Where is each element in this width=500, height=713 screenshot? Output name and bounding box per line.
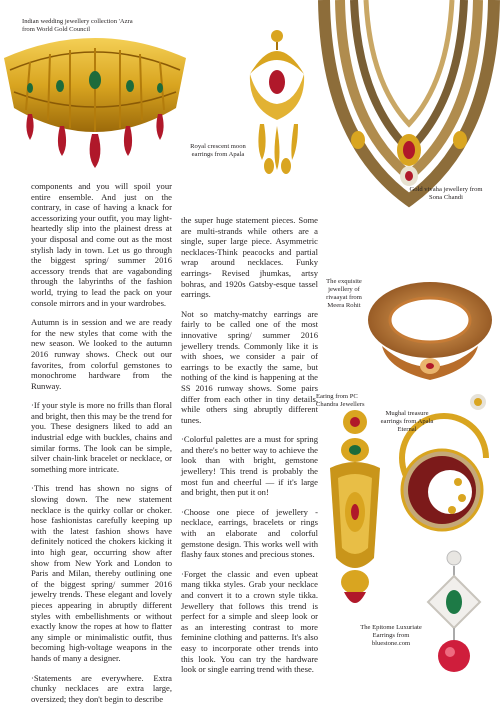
crescent-caption: Royal crescent moon earrings from Apala [190, 143, 246, 158]
crescent-earring-image [236, 28, 318, 198]
chandra-earring-image [322, 408, 388, 618]
epitome-earring-image [414, 548, 494, 688]
vivaha-caption: Gold vivaha jewellery from Sona Chandi [409, 186, 483, 201]
middle-paragraph: the super huge statement pieces. Some are multi-strands while others are a single, super large piece. Asymmetric necklaces-Think peacocks and partial wrap around necklaces. Funky earrings- Revised jhumkas, artsy bohras, and 1920s Gatsby-esque tassel earrings. [181, 215, 318, 300]
choker-caption: Indian wedding jewellery collection 'Azra from World Gold Council [22, 18, 133, 33]
epitome-caption: The Epitome Luxuriate Earrings from bluestone.com [360, 624, 422, 647]
rivaayat-caption: The exquisite jewellery of rivaayat from Meera Rohit [326, 278, 362, 309]
left-paragraph: components and you will spoil your entire ensemble. And just on the contrary, in case of having a knack for accessorizing your outfit, you may light-heartedly slip into the plainest dress at your disposal and come out as the most stylish lady in town. Let us go through the biggest spring/ summer 2016 accessory trends that are vagabonding through the labyrinths of the fashion world, trying to lead the pack on your console mirrors and in your wardrobes. [31, 181, 172, 308]
rivaayat-necklace-image [362, 270, 498, 388]
middle-paragraph: ·Forget the classic and even upbeat mang tikka styles. Grab your necklace and convert it to a crown style tikka. Jewellery that follows this trend is perfect for a simple and sleep look or as an interesting contrast to more feminine clothing and patterns. It's also easy to incorporate other trends into this look. You can try the hardware look or single earring trend with these. [181, 568, 318, 675]
mughal-caption: Mughal treasure earrings from Apala Eternal [380, 410, 434, 433]
middle-paragraph: ·Choose one piece of jewellery - necklace, earrings, bracelets or rings with an elaborate and colorful gemstone design. This works well with flashy faux stones and precious stones. [181, 506, 318, 560]
middle-text-column [181, 215, 318, 684]
left-text-column [31, 181, 172, 713]
middle-paragraph: Not so matchy-matchy earrings are fairly to be called one of the most innovative spring/ summer 2016 jewellery trends. Commonly like it is with shoes, we consider a pair of earrings to be exactly the same, but nothing of the kind is happening at the SS 2016 runway shows. Some pairs differ from each other in tiny details, while others sing abruptly different tunes. [181, 308, 318, 425]
left-paragraph: ·This trend has shown no signs of slowing down. The new statement necklace is the quirky collar or choker. hose fashionistas carefully keeping up with the latest fashion shows have definitely noticed the chokers kicking it into high gear, occurring show after show from New York and London to Paris and Milan, thereby outlining one of the biggest spring/ summer 2016 jewelry trends. These elegant and lovely pieces appearing in abruptly different styles with embellishments or without exactly know the ropes at how to flatter any simple or minimalistic outfit, thus becoming high-voltage weapons in the hands of many a designer. [31, 483, 172, 663]
left-paragraph: ·If your style is more no frills than floral and bright, then this may be the trend for you. These designers liked to add an industrial edge with buckles, chains and similar forms. The look can be simple, silver chain-link bracelet or necklace, or something more intricate. [31, 400, 172, 474]
left-paragraph: ·Statements are everywhere. Extra chunky necklaces are extra large, oversized; they don't begin to describe [31, 672, 172, 704]
chandra-caption: Earing from PC Chandra Jewellers [316, 393, 365, 408]
left-paragraph: Autumn is in session and we are ready for the new styles that come with the new season. We looked to the autumn 2016 runway shows. Check out our favorites, from colorful gemstones to monochrome hardware from the Runway. [31, 317, 172, 391]
middle-paragraph: ·Colorful palettes are a must for spring and there's no better way to achieve the look than with bright, gemstone jewellery! This trend is probably the most fun and cheerful — if it's large and bright, then put it on! [181, 434, 318, 498]
